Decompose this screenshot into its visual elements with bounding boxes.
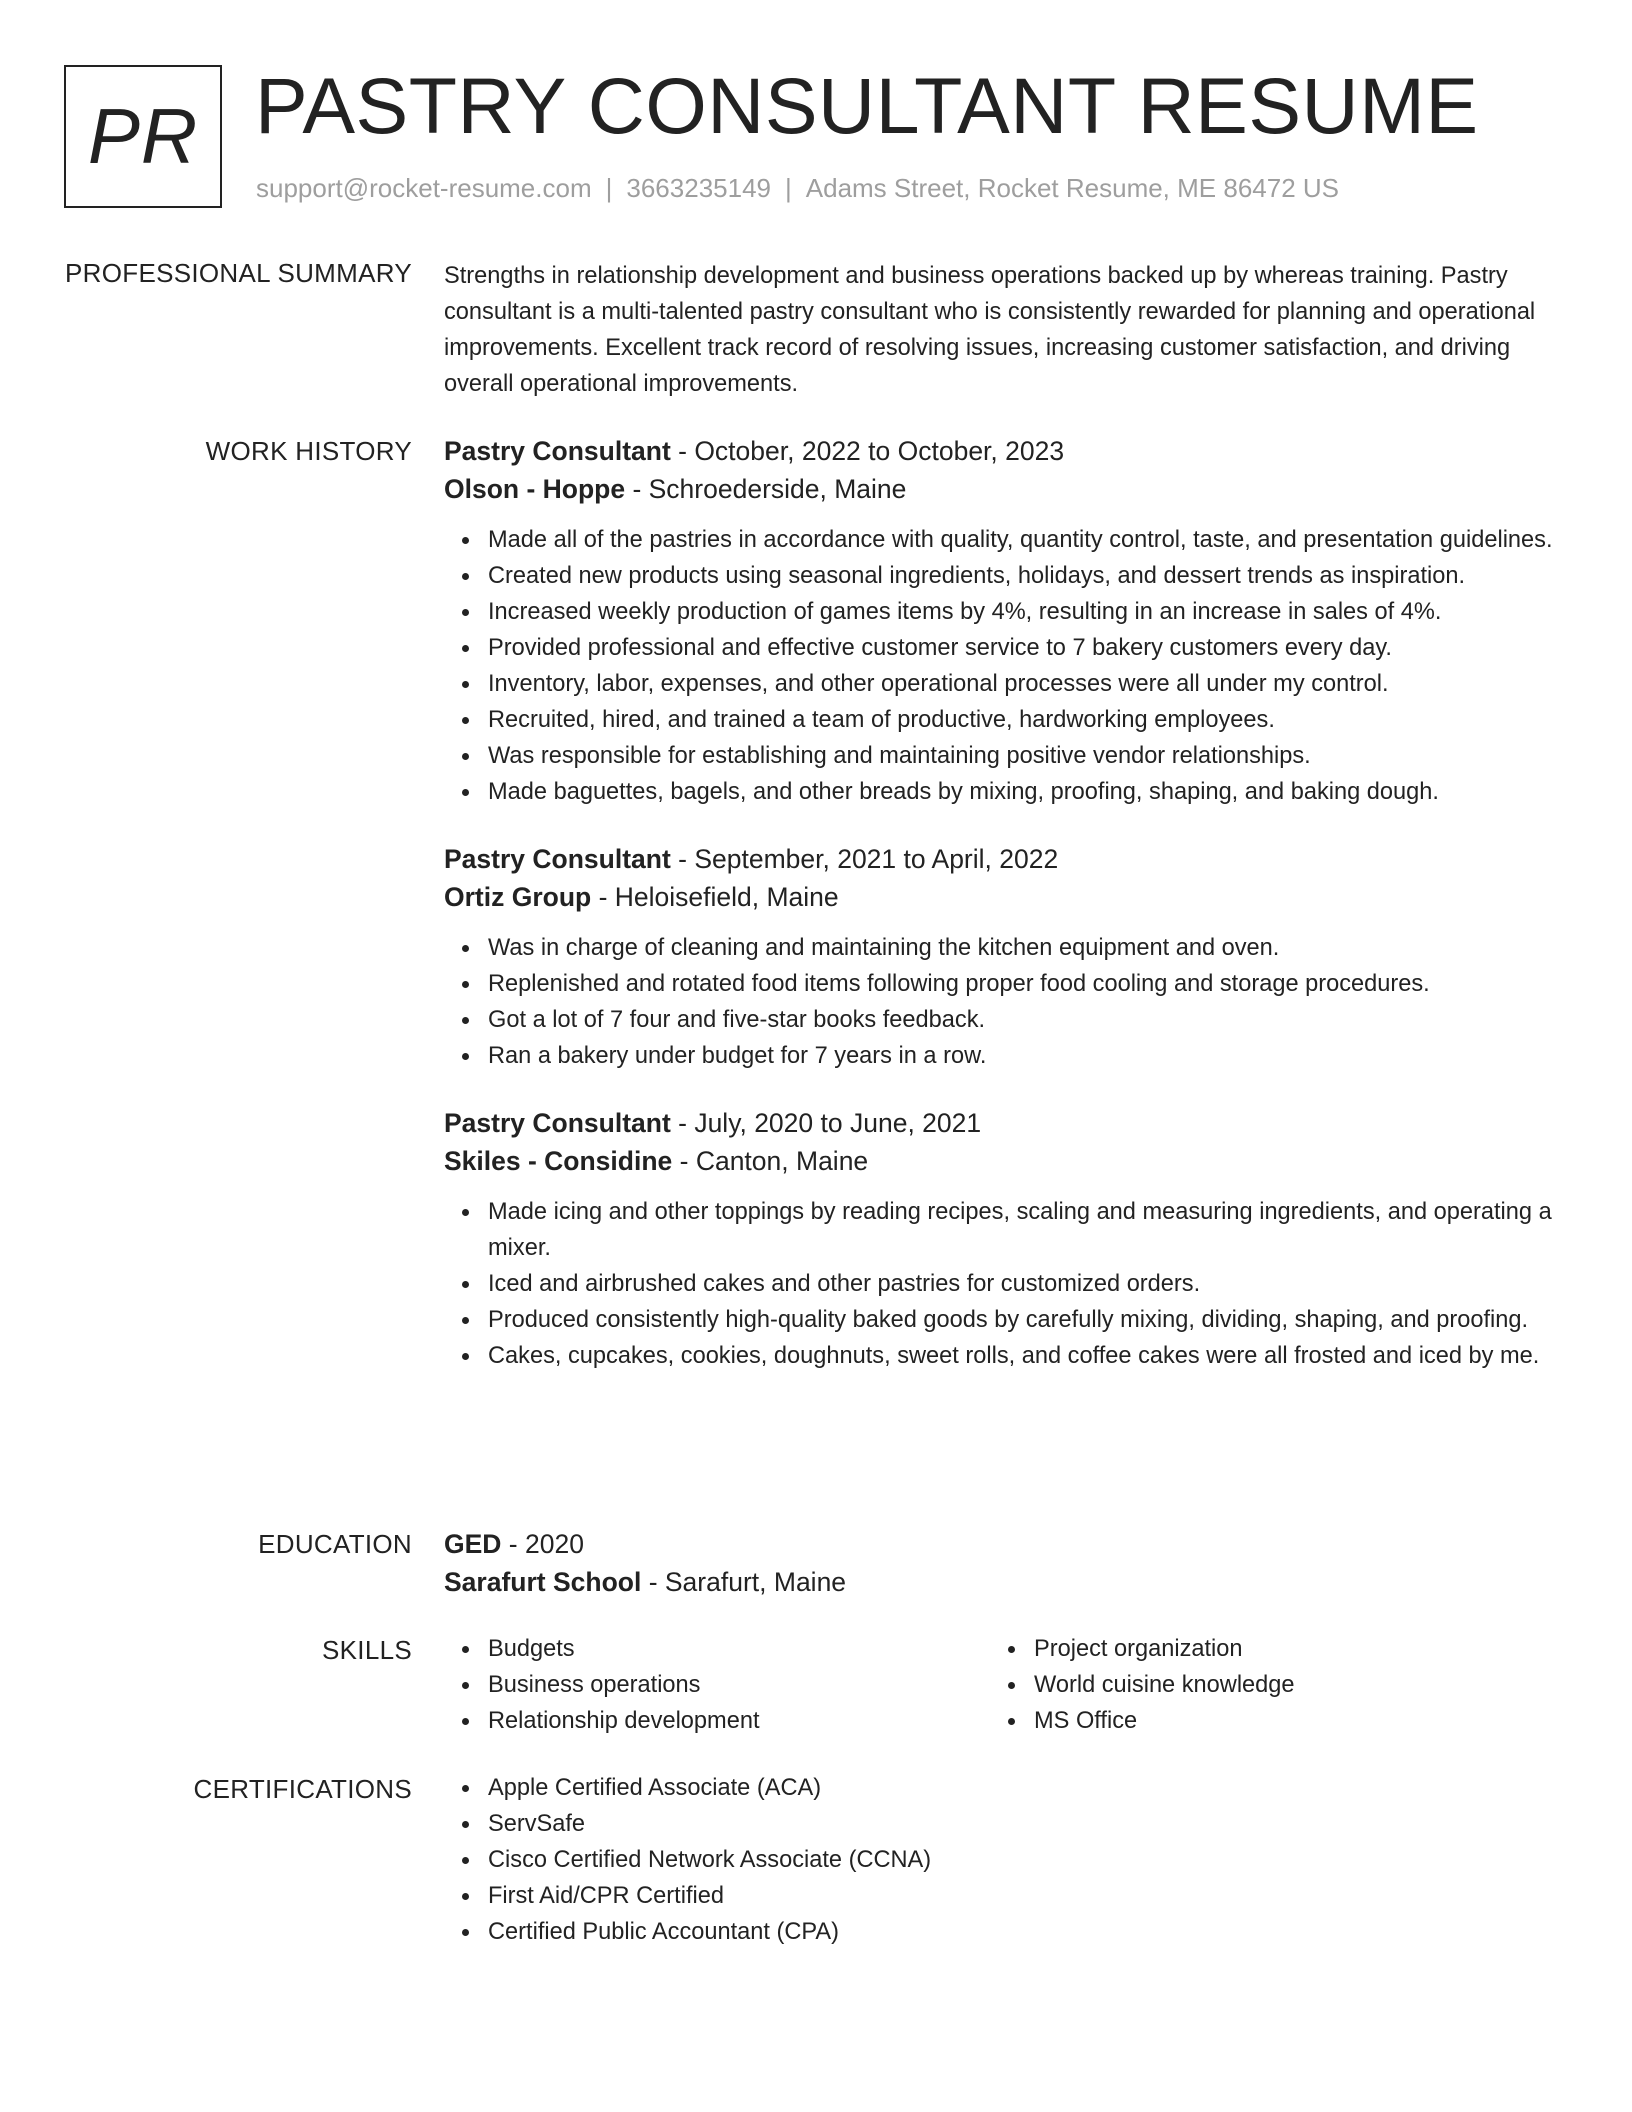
job-title-line: [444, 432, 1560, 470]
resume-header: [64, 61, 1568, 210]
certification-item: ServSafe: [444, 1806, 1560, 1842]
job-company-line: [444, 1142, 1560, 1180]
contact-line: [256, 173, 1339, 204]
job-company: Skiles - Considine: [444, 1146, 673, 1176]
skill-item: Project organization: [990, 1631, 1536, 1667]
job-location: - Heloisefield, Maine: [591, 882, 839, 912]
section-heading-education: EDUCATION: [258, 1529, 412, 1559]
list-item: Replenished and rotated food items following proper food cooling and storage procedures.: [444, 966, 1560, 1002]
list-item: Increased weekly production of games items by 4%, resulting in an increase in sales of 4%.: [444, 594, 1560, 630]
job-title-line: [444, 1104, 1560, 1142]
contact-email[interactable]: support@rocket-resume.com: [256, 173, 592, 203]
job-dates: - September, 2021 to April, 2022: [670, 844, 1059, 874]
education-school: Sarafurt School: [444, 1567, 642, 1597]
list-item: Inventory, labor, expenses, and other operational processes were all under my control.: [444, 666, 1560, 702]
list-item: Produced consistently high-quality baked goods by carefully mixing, dividing, shaping, and proofing.: [444, 1302, 1560, 1338]
job-location: - Schroederside, Maine: [625, 474, 907, 504]
job-dates: - July, 2020 to June, 2021: [670, 1108, 982, 1138]
list-item: Made all of the pastries in accordance with quality, quantity control, taste, and presentation guidelines.: [444, 522, 1560, 558]
skill-item: Budgets: [444, 1631, 990, 1667]
list-item: Recruited, hired, and trained a team of productive, hardworking employees.: [444, 702, 1560, 738]
section-heading-summary: PROFESSIONAL SUMMARY: [65, 258, 412, 288]
education-year: - 2020: [501, 1529, 584, 1559]
list-item: Ran a bakery under budget for 7 years in a row.: [444, 1038, 1560, 1074]
job-location: - Canton, Maine: [672, 1146, 869, 1176]
education-location: - Sarafurt, Maine: [641, 1567, 847, 1597]
section-heading-skills: SKILLS: [322, 1635, 412, 1665]
job-title: Pastry Consultant: [444, 844, 671, 874]
list-item: Was in charge of cleaning and maintaining the kitchen equipment and oven.: [444, 930, 1560, 966]
contact-separator: |: [605, 173, 613, 203]
contact-address: Adams Street, Rocket Resume, ME 86472 US: [805, 173, 1339, 203]
contact-separator: |: [785, 173, 792, 203]
certification-item: Apple Certified Associate (ACA): [444, 1770, 1560, 1806]
education-degree: GED: [444, 1529, 502, 1559]
list-item: Provided professional and effective customer service to 7 bakery customers every day.: [444, 630, 1560, 666]
job-company-line: [444, 470, 1560, 508]
job-entry: [444, 432, 1560, 810]
job-bullets: [444, 930, 1560, 1074]
job-company: Ortiz Group: [444, 882, 592, 912]
page-title: PASTRY CONSULTANT RESUME: [255, 61, 1479, 150]
job-company-line: [444, 878, 1560, 916]
job-bullets: [444, 1194, 1560, 1374]
list-item: Made baguettes, bagels, and other breads by mixing, proofing, shaping, and baking dough.: [444, 774, 1560, 810]
section-heading-certifications: CERTIFICATIONS: [193, 1774, 412, 1804]
education-degree-line: [444, 1525, 1560, 1563]
skill-item: World cuisine knowledge: [990, 1667, 1536, 1703]
list-item: Created new products using seasonal ingredients, holidays, and dessert trends as inspiration.: [444, 558, 1560, 594]
job-title: Pastry Consultant: [444, 1108, 671, 1138]
job-title-line: [444, 840, 1560, 878]
skills-column-1: [444, 1631, 990, 1739]
certifications-list: [444, 1770, 1560, 1950]
list-item: Got a lot of 7 four and five-star books feedback.: [444, 1002, 1560, 1038]
job-dates: - October, 2022 to October, 2023: [670, 436, 1065, 466]
skill-item: Relationship development: [444, 1703, 990, 1739]
summary-text: Strengths in relationship development and business operations backed up by whereas training. Pastry consultant is a multi-talented pastry consultant who is consistently rewarded for planning and operational improvements. Excellent track record of resolving issues, increasing customer satisfaction, and driving overall operational improvements.: [444, 263, 1536, 397]
job-company: Olson - Hoppe: [444, 474, 626, 504]
certification-item: Cisco Certified Network Associate (CCNA): [444, 1842, 1560, 1878]
job-title: Pastry Consultant: [444, 436, 671, 466]
skill-item: Business operations: [444, 1667, 990, 1703]
skill-item: MS Office: [990, 1703, 1536, 1739]
list-item: Was responsible for establishing and maintaining positive vendor relationships.: [444, 738, 1560, 774]
list-item: Iced and airbrushed cakes and other pastries for customized orders.: [444, 1266, 1560, 1302]
job-entry: [444, 840, 1560, 1074]
list-item: Made icing and other toppings by reading recipes, scaling and measuring ingredients, and operating a mixer.: [444, 1194, 1560, 1266]
contact-phone[interactable]: 3663235149: [626, 173, 771, 203]
job-bullets: [444, 522, 1560, 810]
skills-column-2: [990, 1631, 1536, 1739]
certification-item: First Aid/CPR Certified: [444, 1878, 1560, 1914]
monogram-logo: PR: [64, 65, 222, 208]
list-item: Cakes, cupcakes, cookies, doughnuts, sweet rolls, and coffee cakes were all frosted and iced by me.: [444, 1338, 1560, 1374]
certification-item: Certified Public Accountant (CPA): [444, 1914, 1560, 1950]
jobs-list: [444, 432, 1560, 1404]
education-school-line: [444, 1563, 1560, 1601]
job-entry: [444, 1104, 1560, 1374]
section-heading-work-history: WORK HISTORY: [205, 436, 412, 466]
